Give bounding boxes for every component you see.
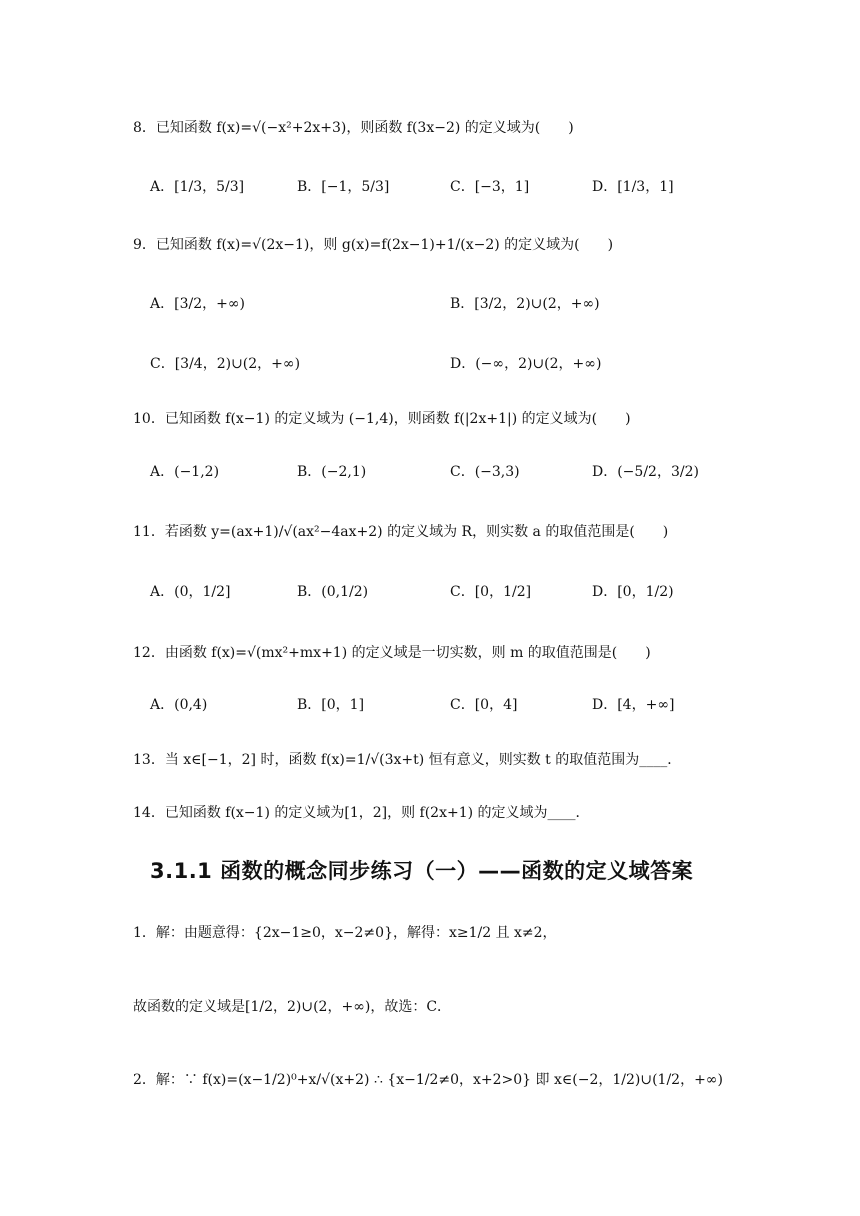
question-stem: 9．已知函数 f(x)=√(2x−1)，则 g(x)=f(2x−1)+1/(x−2) 的定义域为( ) bbox=[133, 237, 614, 253]
option-d: D．[4，+∞] bbox=[592, 697, 675, 713]
option-c: C．[3/4，2)∪(2，+∞) bbox=[150, 356, 301, 372]
question-stem: 13．当 x∈[−1，2] 时，函数 f(x)=1/√(3x+t) 恒有意义，则实数 t 的取值范围为____． bbox=[133, 752, 682, 768]
option-b: B．[3/2，2)∪(2，+∞) bbox=[450, 296, 600, 312]
option-b: B．(−2,1) bbox=[297, 464, 367, 480]
option-a: A．(−1,2) bbox=[150, 464, 220, 480]
answer-line: 故函数的定义域是[1/2，2)∪(2，+∞)，故选：C． bbox=[133, 999, 452, 1015]
option-c: C．[−3，1] bbox=[450, 179, 530, 195]
option-a: A．(0,4) bbox=[150, 697, 208, 713]
question-stem: 11．若函数 y=(ax+1)/√(ax²−4ax+2) 的定义域为 R，则实数 a 的取值范围是( ) bbox=[133, 524, 669, 540]
option-a: A．[3/2，+∞) bbox=[150, 296, 245, 312]
option-b: B．[−1，5/3] bbox=[297, 179, 390, 195]
option-c: C．(−3,3) bbox=[450, 464, 520, 480]
answer-section-heading: 3.1.1 函数的概念同步练习（一）——函数的定义域答案 bbox=[150, 859, 694, 883]
question-stem: 12．由函数 f(x)=√(mx²+mx+1) 的定义域是一切实数，则 m 的取值范围是( ) bbox=[133, 645, 651, 661]
option-a: A．(0，1/2] bbox=[150, 584, 231, 600]
option-d: D．[1/3，1] bbox=[592, 179, 674, 195]
option-b: B．(0,1/2) bbox=[297, 584, 369, 600]
option-d: D．[0，1/2) bbox=[592, 584, 674, 600]
option-c: C．[0，4] bbox=[450, 697, 518, 713]
question-stem: 8．已知函数 f(x)=√(−x²+2x+3)，则函数 f(3x−2) 的定义域为( ) bbox=[133, 120, 574, 136]
option-c: C．[0，1/2] bbox=[450, 584, 532, 600]
answer-line: 1．解：由题意得：{2x−1≥0，x−2≠0}，解得：x≥1/2 且 x≠2， bbox=[133, 925, 557, 941]
question-stem: 14．已知函数 f(x−1) 的定义域为[1，2]，则 f(2x+1) 的定义域为____． bbox=[133, 805, 590, 821]
option-d: D．(−∞，2)∪(2，+∞) bbox=[450, 356, 602, 372]
question-stem: 10．已知函数 f(x−1) 的定义域为 (−1,4)，则函数 f(|2x+1|) 的定义域为( ) bbox=[133, 411, 631, 427]
option-d: D．(−5/2，3/2) bbox=[592, 464, 699, 480]
option-a: A．[1/3，5/3] bbox=[150, 179, 245, 195]
option-b: B．[0，1] bbox=[297, 697, 365, 713]
answer-line: 2．解：∵ f(x)=(x−1/2)⁰+x/√(x+2) ∴ {x−1/2≠0，x+2>0} 即 x∈(−2，1/2)∪(1/2，+∞) bbox=[133, 1072, 723, 1088]
